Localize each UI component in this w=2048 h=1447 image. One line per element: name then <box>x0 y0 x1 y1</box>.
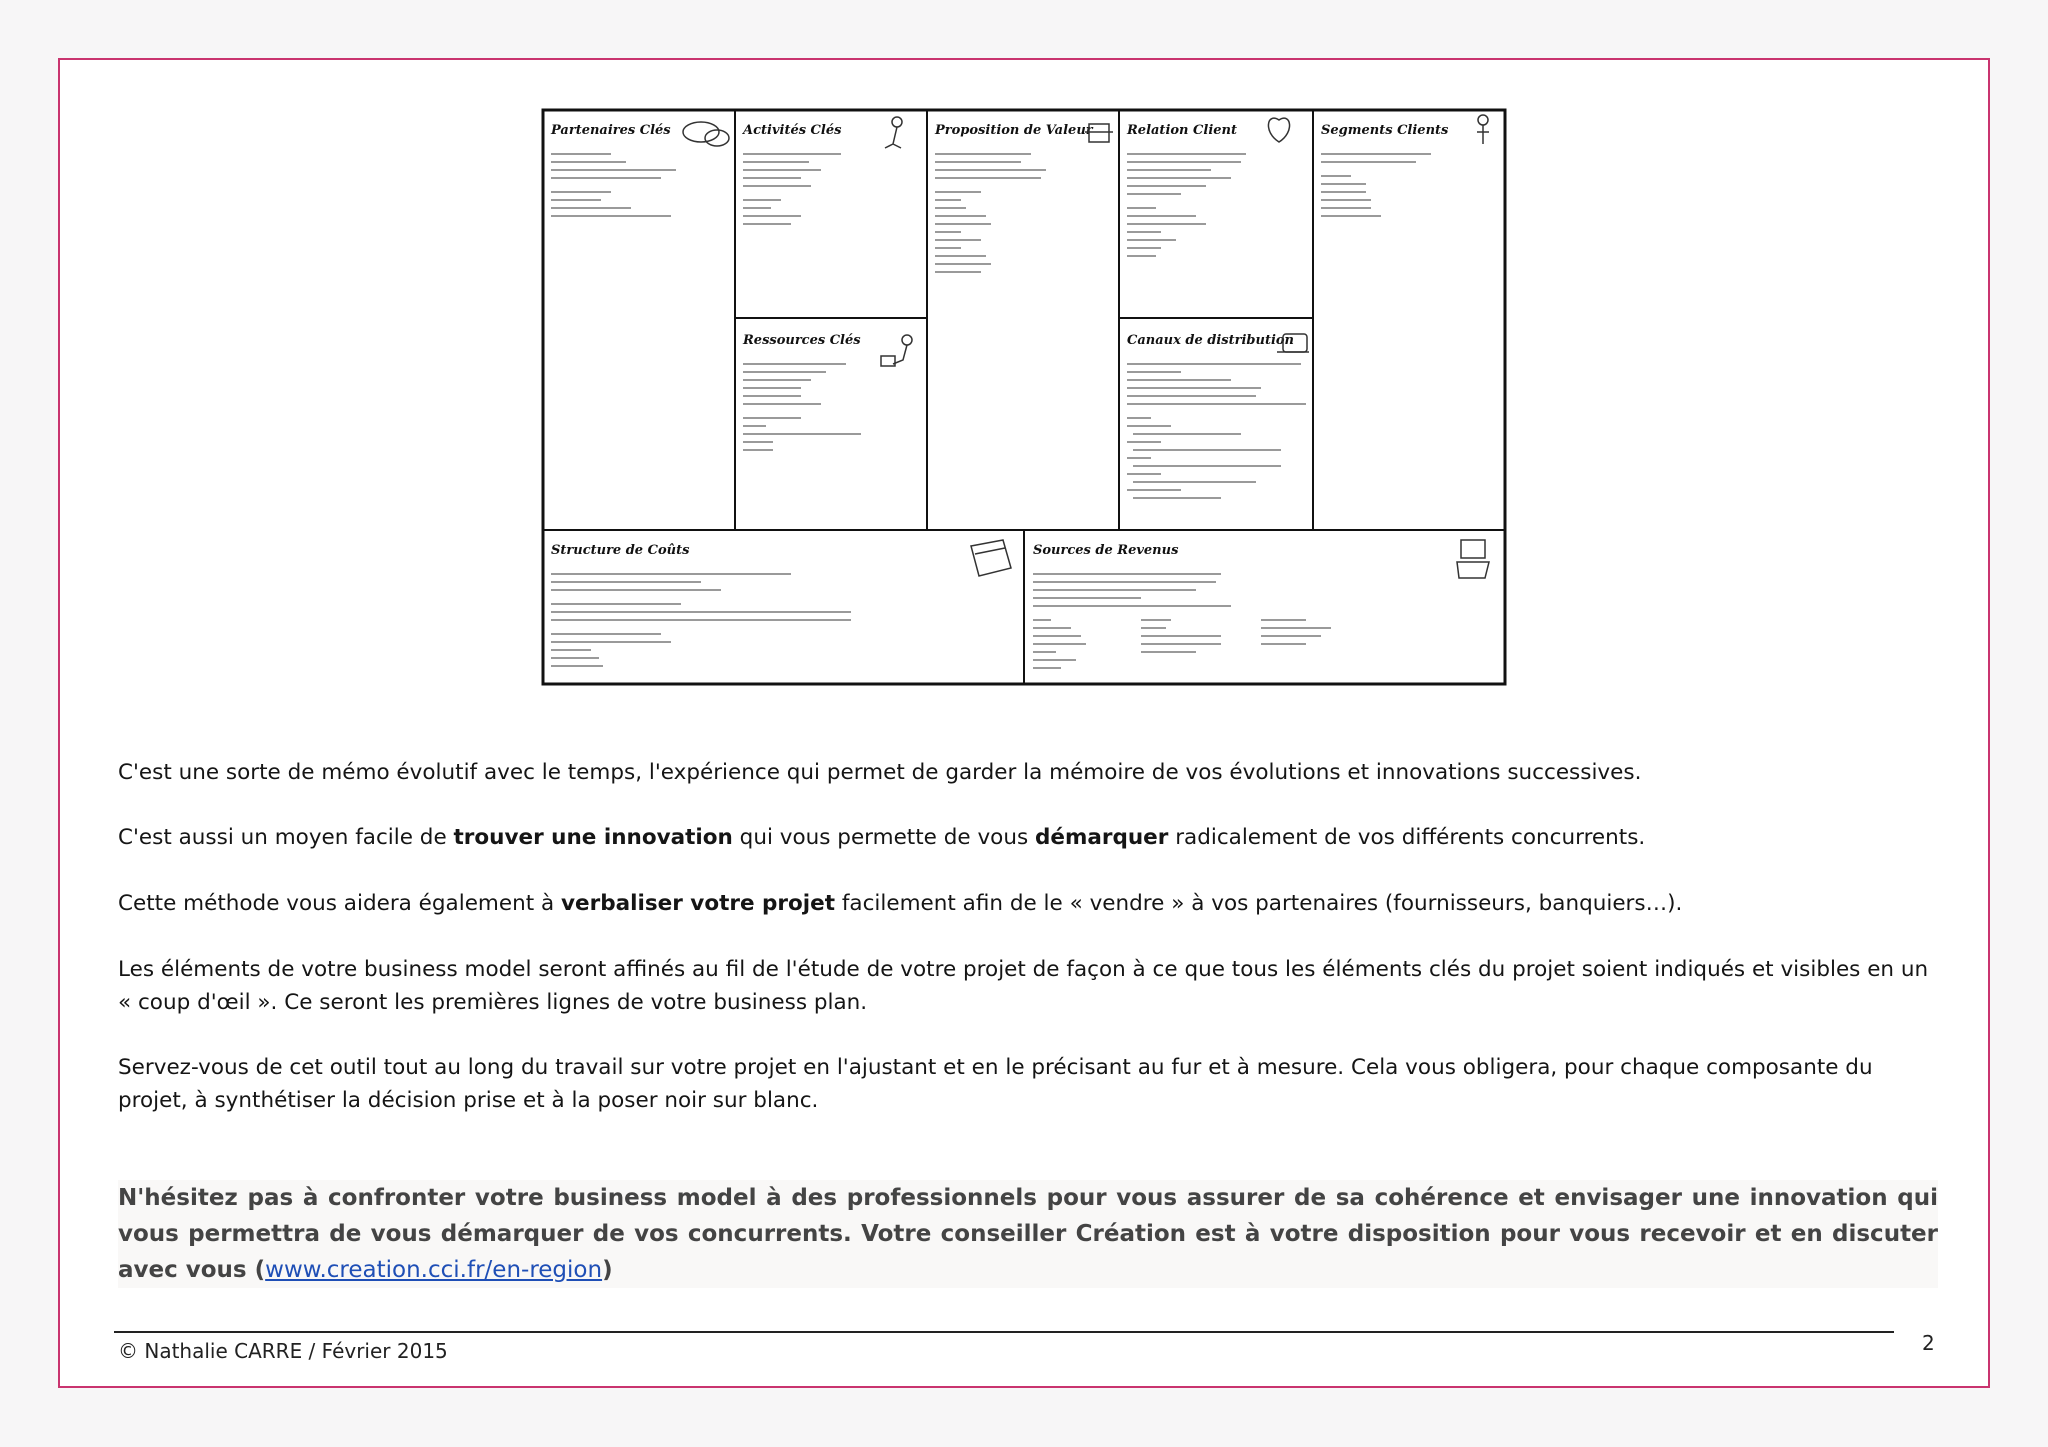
paragraph-4-line-2: « coup d'œil ». Ce seront les premières lignes de votre business plan. <box>118 990 868 1015</box>
paragraph-3-bold-verbaliser: verbaliser votre projet <box>561 891 836 916</box>
paragraph-2 <box>118 821 1938 854</box>
paragraph-5-line-2: projet, à synthétiser la décision prise et à la poser noir sur blanc. <box>118 1088 819 1113</box>
paragraph-1: C'est une sorte de mémo évolutif avec le temps, l'expérience qui permet de garder la mémoire de vos évolutions et innovations successives. <box>118 760 1642 785</box>
paragraph-2-part-c: qui vous permette de vous <box>732 825 1035 850</box>
paragraph-2-bold-innovation: trouver une innovation <box>453 825 733 850</box>
page-number: 2 <box>1922 1331 1935 1355</box>
canvas-title-channels: Canaux de distribution <box>1127 333 1295 348</box>
paragraph-3 <box>118 887 1938 920</box>
paragraph-4-line-1: Les éléments de votre business model seront affinés au fil de l'étude de votre projet de façon à ce que tous les éléments clés du projet soient indiqués et visibles en un <box>118 957 1929 982</box>
paragraph-3-part-a: Cette méthode vous aidera également à <box>118 891 561 916</box>
callout-open-paren: ( <box>254 1257 266 1283</box>
paragraph-5-line-1: Servez-vous de cet outil tout au long du travail sur votre projet en l'ajustant et en le précisant au fur et à mesure. Cela vous obligera, pour chaque composante du <box>118 1055 1873 1080</box>
paragraph-3-part-c: facilement afin de le « vendre » à vos partenaires (fournisseurs, banquiers…). <box>835 891 1683 916</box>
callout-text: N'hésitez pas à confronter votre business model à des professionnels pour vous assurer de sa cohérence et envisager une innovation qui vous permettra de vous démarquer de vos concurrents. Votre conseiller Création est à votre disposition pour vous recevoir et en discuter avec vous <box>118 1185 1938 1283</box>
paragraph-2-part-a: C'est aussi un moyen facile de <box>118 825 454 850</box>
callout-paragraph <box>118 1180 1938 1288</box>
canvas-title-resources: Ressources Clés <box>743 333 861 348</box>
canvas-title-partners: Partenaires Clés <box>551 123 671 138</box>
creation-cci-link[interactable]: www.creation.cci.fr/en-region <box>265 1257 603 1283</box>
canvas-title-costs: Structure de Coûts <box>551 543 690 558</box>
paragraph-4 <box>118 953 1938 1019</box>
business-model-canvas-image <box>541 108 1507 686</box>
canvas-title-activities: Activités Clés <box>743 123 842 138</box>
paragraph-5 <box>118 1051 1938 1117</box>
canvas-title-value: Proposition de Valeur <box>935 123 1093 138</box>
footer-copyright: © Nathalie CARRE / Février 2015 <box>118 1339 448 1363</box>
canvas-title-relation: Relation Client <box>1127 123 1237 138</box>
canvas-title-revenues: Sources de Revenus <box>1033 543 1179 558</box>
canvas-title-segments: Segments Clients <box>1321 123 1449 138</box>
paragraph-2-part-e: radicalement de vos différents concurrents. <box>1168 825 1646 850</box>
paragraph-2-bold-demarquer: démarquer <box>1034 825 1169 850</box>
footer-divider <box>114 1331 1894 1333</box>
callout-close-paren: ) <box>602 1257 613 1283</box>
